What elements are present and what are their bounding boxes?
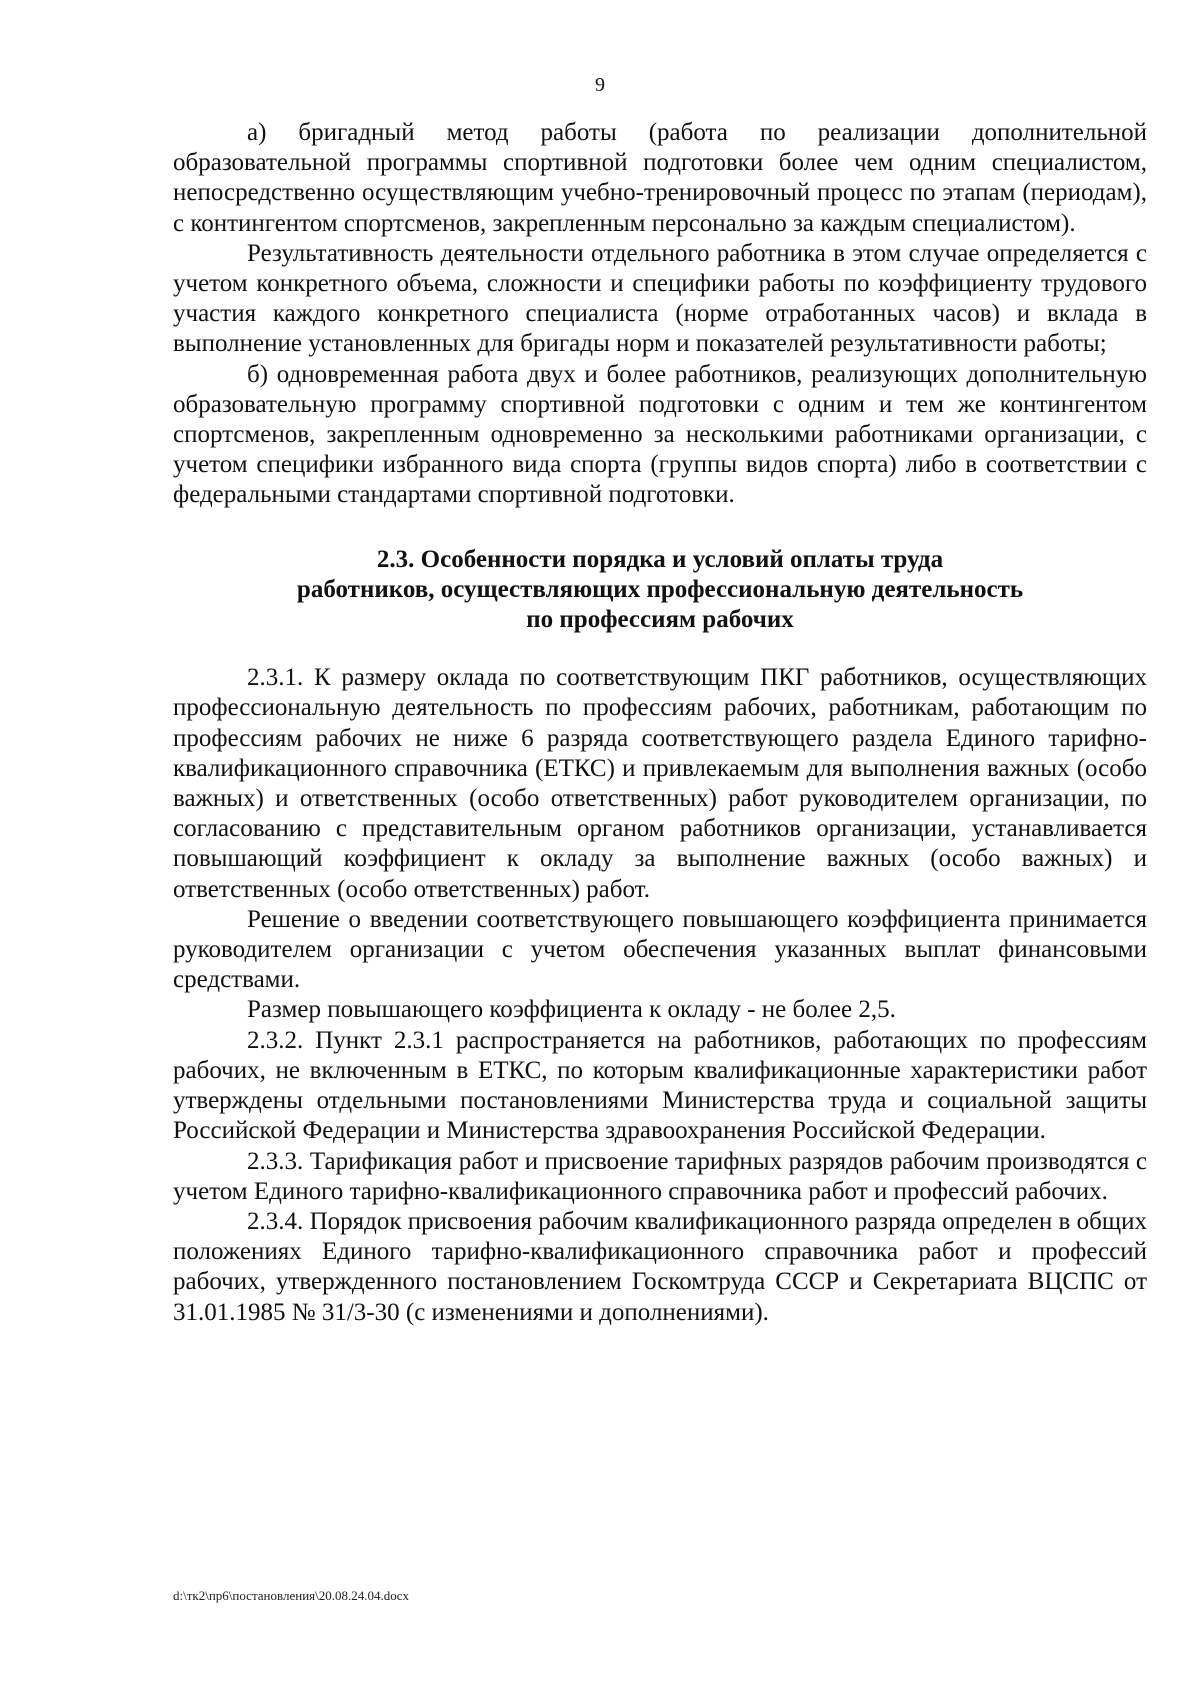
paragraph-brigade-method: а) бригадный метод работы (работа по реализации дополнительной образовательной программы спортивной подготовки более чем одним специалистом, непосредственно осуществляющим учебно-тренировочный процесс по этапам (периодам), с контингентом спортсменов, закрепленным персонально за каждым специалистом). [173,119,1147,237]
page-number: 9 [595,74,605,96]
section-heading-line: работников, осуществляющих профессиональную деятельность [296,575,1024,603]
paragraph-2-3-4: 2.3.4. Порядок присвоения рабочим квалификационного разряда определен в общих положениях Единого тарифно-квалификационного справочника работ и профессий рабочих, утвержденного постановлением Госкомтруда СССР и Секретариата ВЦСПС от 31.01.1985 № 31/3-30 (с изменениями и дополнениями). [173,1207,1147,1326]
document-body [173,118,1147,1328]
section-heading [173,545,1147,636]
paragraph-coefficient-limit: Размер повышающего коэффициента к окладу - не более 2,5. [247,996,896,1024]
section-heading-line: по профессиям рабочих [526,606,794,634]
footer-file-path: d:\тк2\пр6\постановления\20.08.24.04.docx [173,1588,410,1603]
section-heading-line: 2.3. Особенности порядка и условий оплаты труда [376,545,944,573]
paragraph-effectiveness: Результативность деятельности отдельного работника в этом случае определяется с учетом конкретного объема, сложности и специфики работы по коэффициенту трудового участия каждого конкретного специалиста (норме отработанных часов) и вклада в выполнение установленных для бригады норм и показателей результативности работы; [173,239,1147,358]
paragraph-simultaneous-work: б) одновременная работа двух и более работников, реализующих дополнительную образовательную программу спортивной подготовки с одним и тем же контингентом спортсменов, закрепленным одновременно за несколькими работниками организации, с учетом специфики избранного вида спорта (группы видов спорта) либо в соответствии с федеральными стандартами спортивной подготовки. [173,360,1147,509]
paragraph-coefficient-decision: Решение о введении соответствующего повышающего коэффициента принимается руководителем организации с учетом обеспечения указанных выплат финансовыми средствами. [173,905,1147,994]
paragraph-2-3-1: 2.3.1. К размеру оклада по соответствующим ПКГ работников, осуществляющих профессиональную деятельность по профессиям рабочих, работникам, работающим по профессиям рабочих не ниже 6 разряда соответствующего раздела Единого тарифно-квалификационного справочника (ЕТКС) и привлекаемым для выполнения важных (особо важных) и ответственных (особо ответственных) работ руководителем организации, по согласованию с представительным органом работников организации, устанавливается повышающий коэффициент к окладу за выполнение важных (особо важных) и ответственных (особо ответственных) работ. [173,664,1147,903]
paragraph-2-3-3: 2.3.3. Тарификация работ и присвоение тарифных разрядов рабочим производятся с учетом Единого тарифно-квалификационного справочника работ и профессий рабочих. [173,1147,1147,1205]
paragraph-2-3-2: 2.3.2. Пункт 2.3.1 распространяется на работников, работающих по профессиям рабочих, не включенным в ЕТКС, по которым квалификационные характеристики работ утверждены отдельными постановлениями Министерства труда и социальной защиты Российской Федерации и Министерства здравоохранения Российской Федерации. [173,1026,1147,1145]
